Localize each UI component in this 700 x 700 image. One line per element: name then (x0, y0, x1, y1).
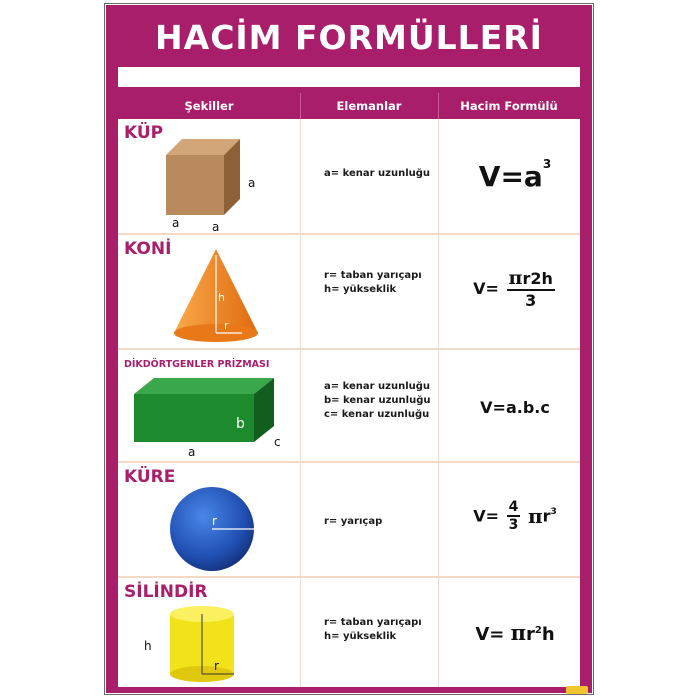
pi-symbol: π (510, 620, 526, 645)
formula (450, 267, 580, 310)
element-line: a= kenar uzunluğu (324, 381, 431, 392)
sphere-label-r: r (212, 514, 217, 528)
formula-v: V= (475, 624, 505, 645)
blank-bar (118, 67, 580, 87)
cylinder-shape (142, 606, 272, 686)
element-line: r= yarıçap (324, 516, 383, 527)
formula-denominator: 3 (525, 291, 537, 310)
formula (450, 157, 580, 193)
formula-v: V= (473, 279, 499, 298)
element-line: r= taban yarıçapı (324, 617, 422, 628)
formula (450, 398, 580, 417)
formula-numerator: 4 (508, 499, 519, 515)
formula-table (118, 119, 580, 687)
table-row-cylinder (118, 578, 580, 687)
formula-r: r (542, 506, 551, 526)
header-formula: Hacim Formülü (460, 99, 558, 113)
poster-title: HACİM FORMÜLLERİ (155, 18, 543, 57)
table-row-cone (118, 235, 580, 348)
formula-numerator (507, 267, 555, 291)
table-row-prism (118, 350, 580, 461)
element-line: h= yükseklik (324, 284, 397, 295)
cone-label-h: h (218, 291, 225, 304)
prism-shape (126, 374, 306, 458)
shape-name: KONİ (124, 239, 172, 259)
shape-name: KÜRE (124, 467, 176, 487)
formula-exponent: 3 (542, 157, 552, 171)
prism-label-b: b (236, 416, 245, 432)
formula (450, 620, 580, 645)
cube-label-a: a (172, 216, 180, 230)
formula (450, 499, 580, 533)
table-row-cube (118, 119, 580, 233)
element-line: a= kenar uzunluğu (324, 168, 431, 179)
element-line: b= kenar uzunluğu (324, 395, 431, 406)
formula-exponent: 2 (534, 625, 542, 636)
header-shapes: Şekiller (184, 99, 234, 113)
column-separator (300, 119, 301, 687)
formula-v: V=a.b.c (480, 398, 550, 417)
column-separator (438, 119, 439, 687)
pi-symbol: π (508, 267, 523, 289)
element-line: r= taban yarıçapı (324, 270, 422, 281)
cylinder-label-h: h (144, 639, 152, 653)
formula-fraction (507, 499, 521, 533)
poster (104, 3, 594, 695)
elements-list (312, 515, 450, 529)
prism-label-c: c (274, 435, 281, 449)
elements-list (312, 167, 450, 181)
sphere-shape (168, 485, 268, 573)
table-row-sphere (118, 463, 580, 576)
shape-name: SİLİNDİR (124, 582, 208, 602)
cone-label-r: r (224, 319, 229, 332)
elements-list (312, 616, 450, 644)
formula-v: V= (473, 506, 500, 526)
element-line: h= yükseklik (324, 631, 397, 642)
cube-shape (156, 129, 276, 233)
cone-shape (166, 249, 276, 349)
cylinder-label-r: r (214, 659, 219, 673)
formula-numerator-text: r2h (522, 269, 553, 288)
formula-v: V=a (478, 160, 543, 193)
prism-label-a: a (188, 445, 196, 458)
elements-list (312, 380, 450, 422)
cube-label-a: a (248, 176, 256, 190)
poster-frame (106, 5, 592, 693)
publisher-logo-icon (566, 686, 588, 694)
cube-label-a: a (212, 220, 220, 233)
formula-exponent: 3 (550, 507, 557, 518)
element-line: c= kenar uzunluğu (324, 409, 430, 420)
formula-denominator: 3 (508, 517, 519, 533)
shape-name: DİKDÖRTGENLER PRİZMASI (124, 359, 270, 370)
pi-symbol: π (527, 504, 543, 528)
formula-fraction (507, 267, 555, 310)
formula-r: r (525, 624, 535, 645)
shape-name: KÜP (124, 123, 164, 143)
formula-h: h (541, 624, 555, 645)
elements-list (312, 269, 450, 297)
header-elements: Elemanlar (336, 99, 402, 113)
